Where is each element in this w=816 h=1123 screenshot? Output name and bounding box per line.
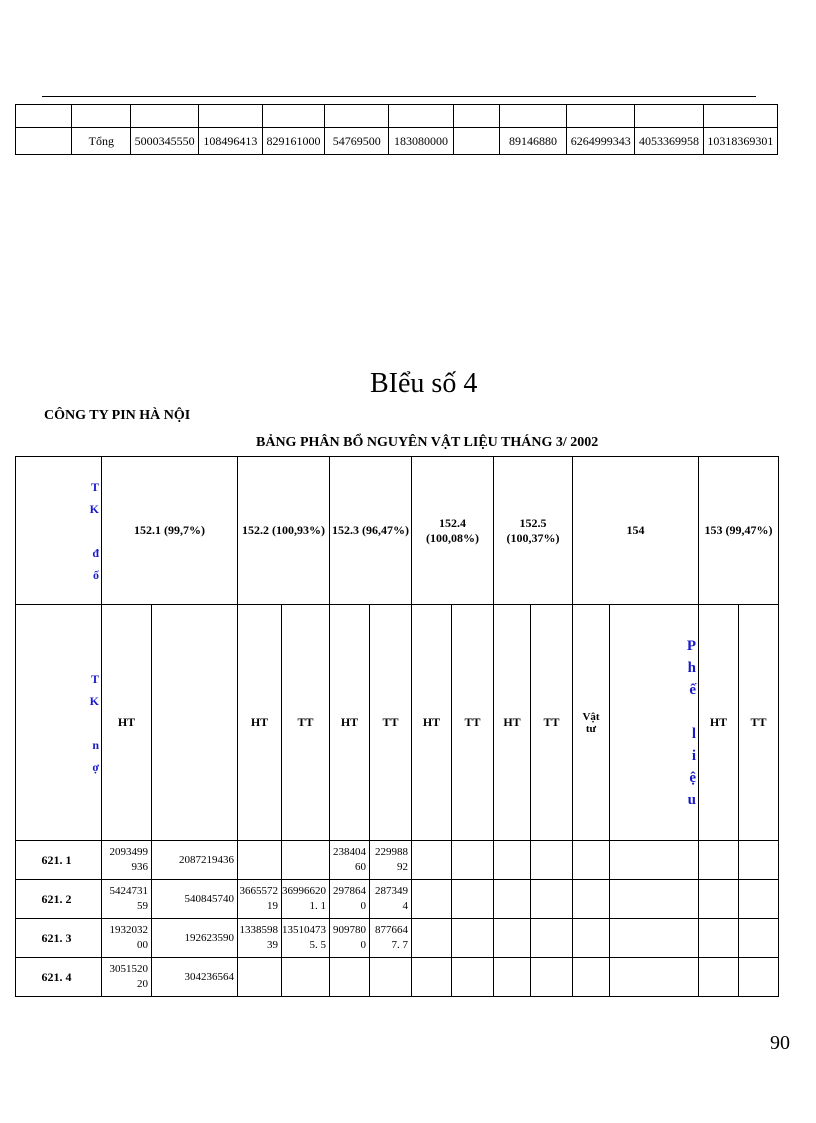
sub-header-phe-lieu: P h ế l i ệ u (610, 605, 699, 841)
summary-total-label: Tổng (72, 128, 131, 155)
cell-152-2-tt: 13510473 5. 5 (282, 919, 330, 958)
group-header-row (16, 457, 779, 605)
allocation-table (15, 456, 779, 997)
cell-152-3-tt (370, 958, 412, 997)
sub-header-ht: HT (330, 605, 370, 841)
table-row (16, 841, 779, 880)
cell-152-1-tt: 2087219436 (152, 841, 238, 880)
tk-no-label: T K n ợ (16, 605, 102, 841)
summary-empty-row (16, 105, 778, 128)
summary-value: 183080000 (389, 128, 453, 155)
summary-value (453, 128, 499, 155)
cell-152-3-tt: 287349 4 (370, 880, 412, 919)
sub-header-tt: TT (282, 605, 330, 841)
cell-152-2-tt (282, 841, 330, 880)
cell-152-3-ht: 238404 60 (330, 841, 370, 880)
cell-152-1-ht: 5424731 59 (102, 880, 152, 919)
top-rule (42, 96, 756, 97)
cell-152-2-ht: 1338598 39 (238, 919, 282, 958)
cell-152-2-ht: 3665572 19 (238, 880, 282, 919)
group-header-152-5: 152.5 (100,37%) (494, 457, 573, 605)
account-code: 621. 4 (16, 958, 102, 997)
group-header-152-1: 152.1 (99,7%) (102, 457, 238, 605)
account-code: 621. 2 (16, 880, 102, 919)
sub-header-tt: TT (452, 605, 494, 841)
table-row (16, 958, 779, 997)
account-code: 621. 1 (16, 841, 102, 880)
sub-header-blank (152, 605, 238, 841)
summary-value: 89146880 (499, 128, 566, 155)
cell-152-3-ht: 297864 0 (330, 880, 370, 919)
sub-header-vat-tu: Vật tư (573, 605, 610, 841)
sub-header-tt: TT (370, 605, 412, 841)
company-name: CÔNG TY PIN HÀ NỘI (44, 408, 191, 423)
sub-header-ht: HT (494, 605, 531, 841)
cell-152-1-tt: 192623590 (152, 919, 238, 958)
summary-value: 108496413 (198, 128, 262, 155)
summary-table (15, 104, 778, 155)
sub-header-tt: TT (531, 605, 573, 841)
cell-152-1-ht: 1932032 00 (102, 919, 152, 958)
summary-blank-cell (16, 128, 72, 155)
sub-header-ht: HT (412, 605, 452, 841)
summary-value: 10318369301 (703, 128, 777, 155)
summary-value: 54769500 (325, 128, 389, 155)
tk-co-label: T K đ ố (16, 457, 102, 605)
account-code: 621. 3 (16, 919, 102, 958)
summary-total-row (16, 128, 778, 155)
cell-152-1-tt: 304236564 (152, 958, 238, 997)
sub-header-tt: TT (739, 605, 779, 841)
cell-152-1-ht: 3051520 20 (102, 958, 152, 997)
cell-152-2-tt: 36996620 1. 1 (282, 880, 330, 919)
summary-value: 6264999343 (567, 128, 635, 155)
summary-value: 4053369958 (635, 128, 703, 155)
cell-152-3-tt: 229988 92 (370, 841, 412, 880)
cell-152-3-tt: 877664 7. 7 (370, 919, 412, 958)
cell-152-1-ht: 2093499 936 (102, 841, 152, 880)
cell-152-3-ht (330, 958, 370, 997)
sub-header-ht: HT (102, 605, 152, 841)
table-title: BẢNG PHÂN BỔ NGUYÊN VẬT LIỆU THÁNG 3/ 2002 (256, 435, 599, 450)
sub-header-ht: HT (699, 605, 739, 841)
group-header-154: 154 (573, 457, 699, 605)
cell-152-3-ht: 909780 0 (330, 919, 370, 958)
summary-value: 829161000 (262, 128, 324, 155)
table-row (16, 880, 779, 919)
group-header-152-2: 152.2 (100,93%) (238, 457, 330, 605)
cell-152-2-tt (282, 958, 330, 997)
group-header-153: 153 (99,47%) (699, 457, 779, 605)
summary-value: 5000345550 (131, 128, 198, 155)
sub-header-ht: HT (238, 605, 282, 841)
sub-header-row (16, 605, 779, 841)
cell-152-2-ht (238, 841, 282, 880)
group-header-152-3: 152.3 (96,47%) (330, 457, 412, 605)
cell-152-1-tt: 540845740 (152, 880, 238, 919)
page-number: 90 (770, 1032, 790, 1054)
cell-152-2-ht (238, 958, 282, 997)
group-header-152-4: 152.4 (100,08%) (412, 457, 494, 605)
table-row (16, 919, 779, 958)
page-title: BIểu số 4 (370, 368, 478, 399)
